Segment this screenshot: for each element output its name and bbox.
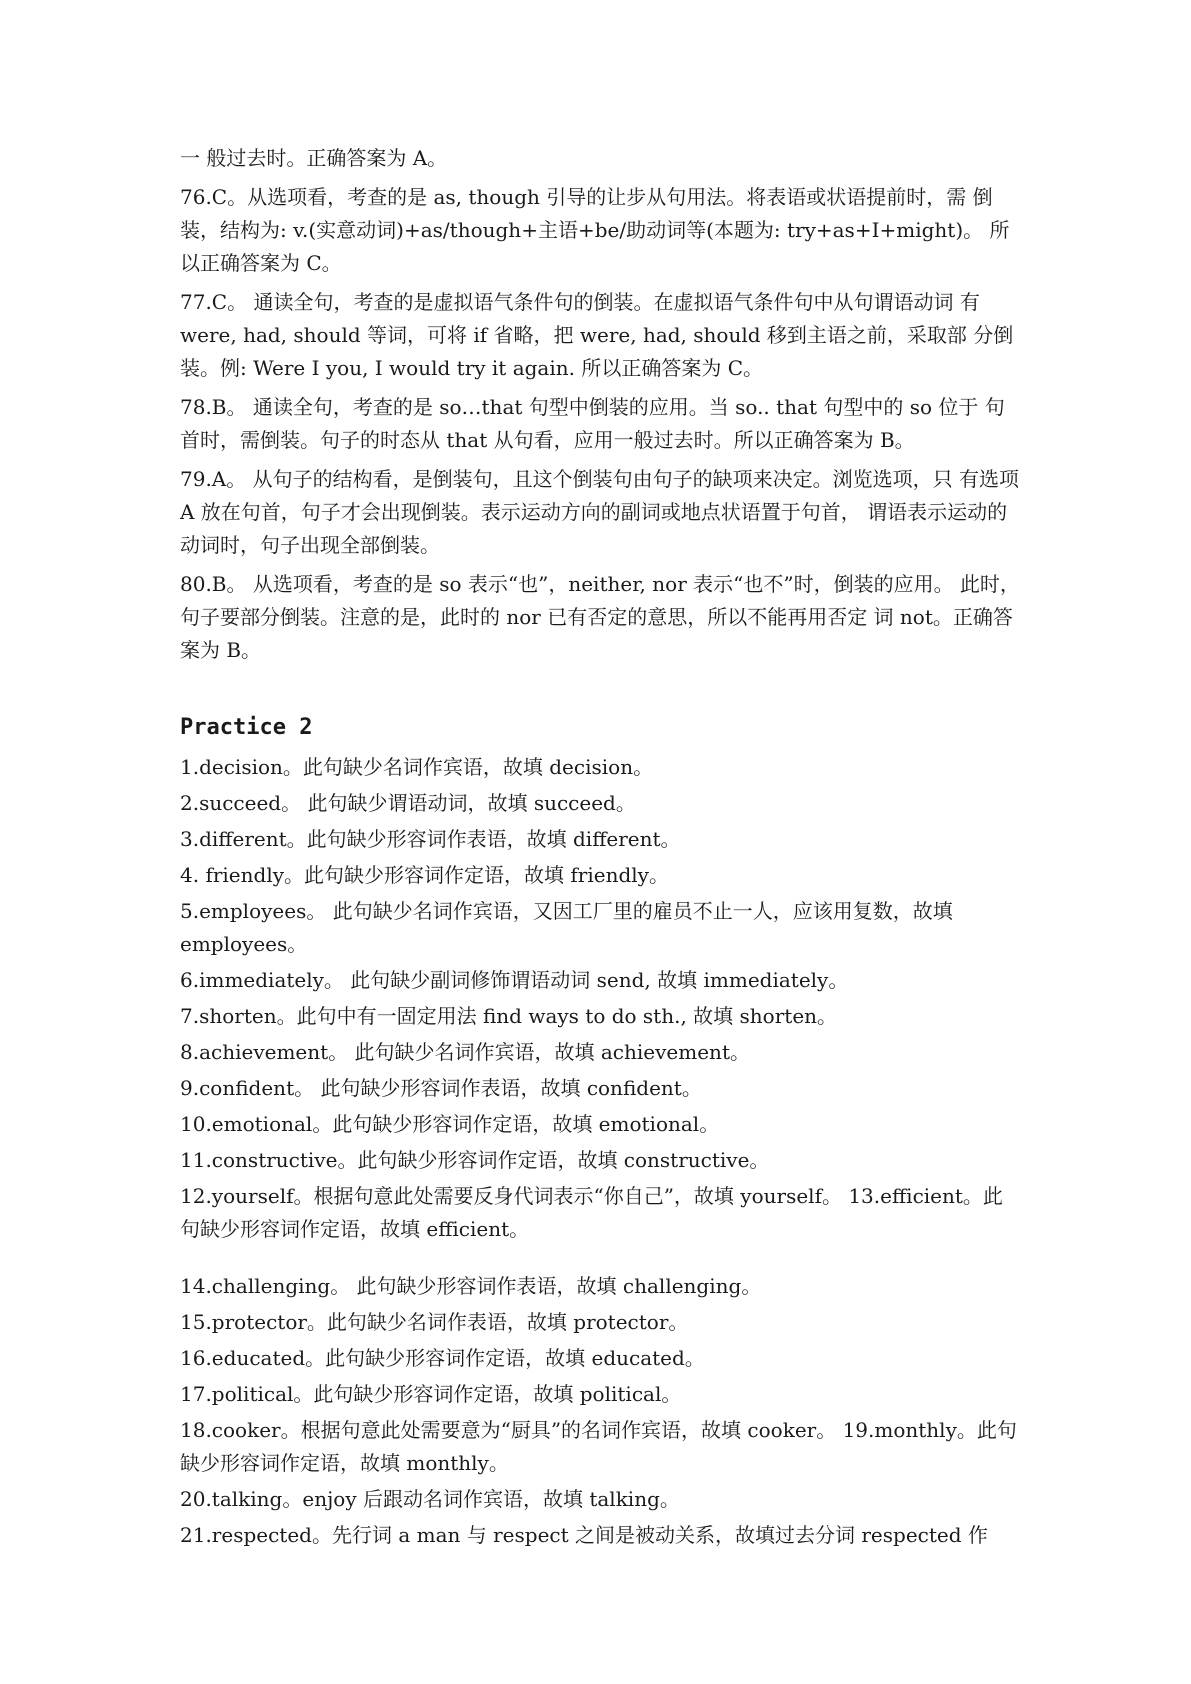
answer-item: 8.achievement。 此句缺少名词作宾语，故填 achievement。 [180, 1040, 750, 1064]
answer-item: 15.protector。此句缺少名词作表语，故填 protector。 [180, 1310, 689, 1334]
answer-item: 2.succeed。 此句缺少谓语动词，故填 succeed。 [180, 791, 636, 815]
answer-item: 10.emotional。此句缺少形容词作定语，故填 emotional。 [180, 1112, 720, 1136]
answer-item: 6.immediately。 此句缺少副词修饰谓语动词 send, 故填 immediately。 [180, 968, 849, 992]
answer-item: 4. friendly。此句缺少形容词作定语，故填 friendly。 [180, 863, 669, 887]
answer-item: 7.shorten。此句中有一固定用法 find ways to do sth., 故填 shorten。 [180, 1004, 838, 1028]
answer-item: 14.challenging。 此句缺少形容词作表语，故填 challenging。 [180, 1274, 762, 1298]
answer-item: 21.respected。先行词 a man 与 respect 之间是被动关系，故填过去分词 respected 作 [180, 1523, 988, 1547]
answer-item: 18.cooker。根据句意此处需要意为“厨具”的名词作宾语，故填 cooker。 19.monthly。此句缺少形容词作定语，故填 monthly。 [180, 1418, 1017, 1475]
answer-paragraph: 80.B。 从选项看，考查的是 so 表示“也”，neither, nor 表示“也不”时，倒装的应用。 此时，句子要部分倒装。注意的是，此时的 nor 已有否定的意思，所以不能再用否定 词 not。正确答案为 B。 [180, 572, 1020, 662]
answer-item: 1.decision。此句缺少名词作宾语，故填 decision。 [180, 755, 654, 779]
answer-paragraph: 76.C。从选项看，考查的是 as, though 引导的让步从句用法。将表语或状语提前时，需 倒装，结构为: v.(实意动词)+as/though+主语+be/助动词等(本题为: try+as+I+might)。 所以正确答案为 C。 [180, 185, 1010, 275]
answer-item: 12.yourself。根据句意此处需要反身代词表示“你自己”，故填 yourself。 13.efficient。此句缺少形容词作定语，故填 efficient。 [180, 1184, 1003, 1241]
answer-item: 11.constructive。此句缺少形容词作定语，故填 constructive。 [180, 1148, 770, 1172]
answer-item: 20.talking。enjoy 后跟动名词作宾语，故填 talking。 [180, 1487, 680, 1511]
answer-paragraph: 78.B。 通读全句，考查的是 so…that 句型中倒装的应用。当 so.. that 句型中的 so 位于 句首时，需倒装。句子的时态从 that 从句看，应用一般过去时。所以正确答案为 B。 [180, 395, 1005, 452]
answer-item: 9.confident。 此句缺少形容词作表语，故填 confident。 [180, 1076, 702, 1100]
answer-key-text [180, 142, 1020, 1555]
answer-item: 17.political。此句缺少形容词作定语，故填 political。 [180, 1382, 682, 1406]
answer-paragraph: 一 般过去时。正确答案为 A。 [180, 146, 448, 170]
answer-item: 5.employees。 此句缺少名词作宾语，又因工厂里的雇员不止一人，应该用复数，故填 employees。 [180, 899, 953, 956]
answer-item: 16.educated。此句缺少形容词作定语，故填 educated。 [180, 1346, 705, 1370]
section-heading: Practice 2 [180, 715, 313, 740]
answer-paragraph: 77.C。 通读全句，考查的是虚拟语气条件句的倒装。在虚拟语气条件句中从句谓语动词 有 were, had, should 等词，可将 if 省略，把 were, had, should 移到主语之前，采取部 分倒装。例: Were I you, I would try it again. 所以正确答案为 C。 [180, 290, 1014, 380]
answer-item: 3.different。此句缺少形容词作表语，故填 different。 [180, 827, 681, 851]
answer-paragraph: 79.A。 从句子的结构看，是倒装句，且这个倒装句由句子的缺项来决定。浏览选项，只 有选项 A 放在句首，句子才会出现倒装。表示运动方向的副词或地点状语置于句首， 谓语表示运动的动词时，句子出现全部倒装。 [180, 467, 1019, 557]
